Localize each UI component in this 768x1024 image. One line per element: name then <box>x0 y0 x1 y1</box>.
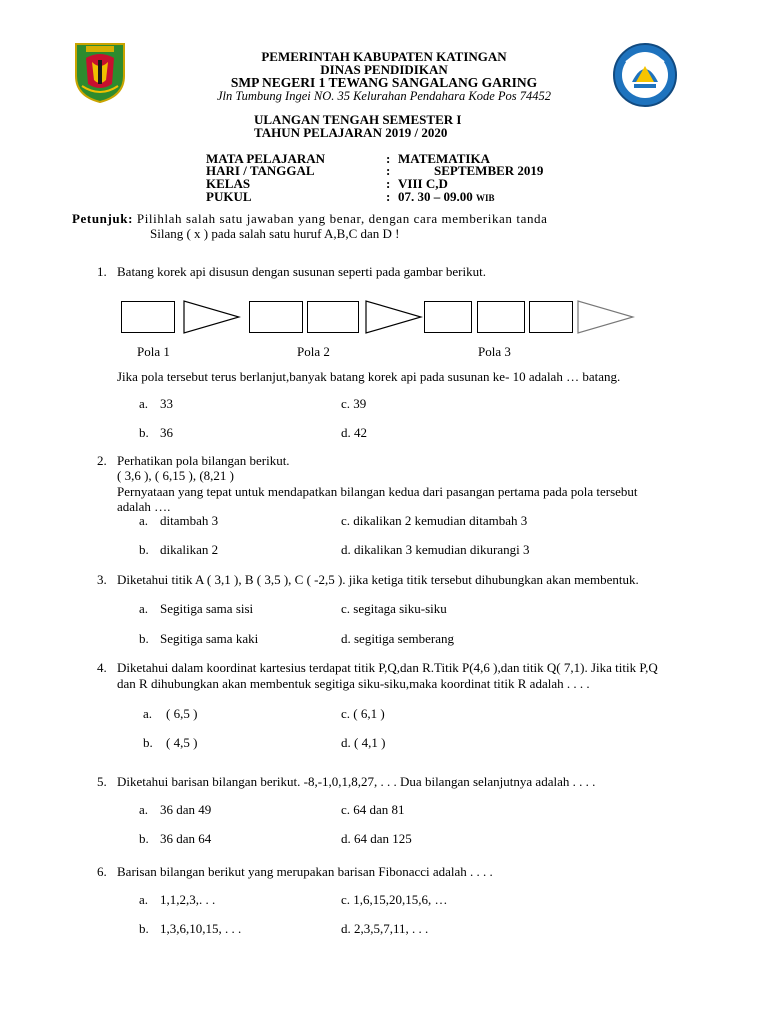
option-d[interactable]: d. ( 4,1 ) <box>341 735 386 750</box>
info-label-time: PUKUL <box>206 189 252 204</box>
option-a[interactable]: 1,1,2,3,. . . <box>160 892 216 907</box>
option-d[interactable]: d. 42 <box>341 425 367 440</box>
pattern-square <box>529 301 573 333</box>
question-number: 3. <box>97 572 107 587</box>
option-b[interactable]: dikalikan 2 <box>160 542 219 557</box>
time-zone: WIB <box>476 193 495 203</box>
option-c[interactable]: c. 39 <box>341 396 367 411</box>
figure-label-pola-2: Pola 2 <box>297 344 330 359</box>
option-b-letter: b. <box>139 542 149 557</box>
info-label-subject: MATA PELAJARAN <box>206 151 326 166</box>
header-address: Jln Tumbung Ingei NO. 35 Kelurahan Pendahara Kode Pos 74452 <box>216 89 551 103</box>
info-sep: : <box>386 163 391 178</box>
option-a-letter: a. <box>139 892 149 907</box>
option-c[interactable]: c. ( 6,1 ) <box>341 706 385 721</box>
pattern-square <box>121 301 175 333</box>
header-government: PEMERINTAH KABUPATEN KATINGAN <box>261 49 507 64</box>
option-b[interactable]: 36 dan 64 <box>160 831 212 846</box>
question-text: Diketahui titik A ( 3,1 ), B ( 3,5 ), C ( -2,5 ). jika ketiga titik tersebut dihubungkan akan membentuk. <box>117 572 639 587</box>
pattern-triangle <box>183 300 241 334</box>
option-a-letter: a. <box>139 396 149 411</box>
option-c[interactable]: c. dikalikan 2 kemudian ditambah 3 <box>341 513 528 528</box>
question-text: Diketahui barisan bilangan berikut. -8,-1,0,1,8,27, . . . Dua bilangan selanjutnya adalah . . . . <box>117 774 596 789</box>
exam-title: ULANGAN TENGAH SEMESTER I <box>254 112 462 127</box>
question-text: Batang korek api disusun dengan susunan seperti pada gambar berikut. <box>117 264 486 279</box>
info-sep: : <box>386 189 391 204</box>
option-d[interactable]: d. 64 dan 125 <box>341 831 412 846</box>
question-number: 4. <box>97 660 107 675</box>
question-text: Barisan bilangan berikut yang merupakan barisan Fibonacci adalah . . . . <box>117 864 493 879</box>
option-c[interactable]: c. segitaga siku-siku <box>341 601 447 616</box>
option-a-letter: a. <box>139 513 149 528</box>
info-label-class: KELAS <box>206 176 251 191</box>
option-b[interactable]: ( 4,5 ) <box>166 735 198 750</box>
option-b[interactable]: Segitiga sama kaki <box>160 631 259 646</box>
instructions-label: Petunjuk: <box>72 211 134 226</box>
question-number: 2. <box>97 453 107 468</box>
option-c[interactable]: c. 64 dan 81 <box>341 802 405 817</box>
info-sep: : <box>386 176 391 191</box>
pattern-triangle <box>577 300 635 334</box>
option-b-letter: b. <box>139 921 149 936</box>
pattern-triangle <box>365 300 423 334</box>
question-number: 1. <box>97 264 107 279</box>
instructions <box>72 211 548 227</box>
question-followup: Jika pola tersebut terus berlanjut,banyak batang korek api pada susunan ke- 10 adalah … batang. <box>117 369 621 384</box>
figure-label-pola-1: Pola 1 <box>137 344 170 359</box>
header-school: SMP NEGERI 1 TEWANG SANGALANG GARING <box>230 75 538 90</box>
figure-label-pola-3: Pola 3 <box>478 344 511 359</box>
info-label-date: HARI / TANGGAL <box>206 163 315 178</box>
option-a-letter: a. <box>139 802 149 817</box>
option-a[interactable]: ( 6,5 ) <box>166 706 198 721</box>
question-text: dan R dihubungkan akan membentuk segitiga siku-siku,maka koordinat titik R adalah . . . . <box>117 676 590 691</box>
question-text: Diketahui dalam koordinat kartesius terdapat titik P,Q,dan R.Titik P(4,6 ),dan titik Q( 7,1). Jika titik P,Q <box>117 660 658 675</box>
option-b[interactable]: 36 <box>160 425 173 440</box>
question-text: adalah …. <box>117 499 171 514</box>
question-number: 6. <box>97 864 107 879</box>
question-text: ( 3,6 ), ( 6,15 ), (8,21 ) <box>117 468 234 483</box>
question-text: Perhatikan pola bilangan berikut. <box>117 453 290 468</box>
option-a[interactable]: 36 dan 49 <box>160 802 212 817</box>
question-number: 5. <box>97 774 107 789</box>
info-value-subject: MATEMATIKA <box>398 151 490 166</box>
option-b-letter: b. <box>139 425 149 440</box>
info-value-class: VIII C,D <box>398 176 448 191</box>
info-sep: : <box>386 151 391 166</box>
option-b-letter: b. <box>139 831 149 846</box>
option-d[interactable]: d. dikalikan 3 kemudian dikurangi 3 <box>341 542 530 557</box>
option-a[interactable]: 33 <box>160 396 173 411</box>
option-b-letter: b. <box>139 631 149 646</box>
option-a-letter: a. <box>143 706 153 721</box>
option-b[interactable]: 1,3,6,10,15, . . . <box>160 921 242 936</box>
pattern-square <box>477 301 525 333</box>
instructions-line2: Silang ( x ) pada salah satu huruf A,B,C dan D ! <box>150 226 400 241</box>
option-a[interactable]: ditambah 3 <box>160 513 219 528</box>
option-c[interactable]: c. 1,6,15,20,15,6, … <box>341 892 448 907</box>
info-value-time <box>398 189 495 205</box>
exam-year: TAHUN PELAJARAN 2019 / 2020 <box>254 125 448 140</box>
question-text: Pernyataan yang tepat untuk mendapatkan bilangan kedua dari pasangan pertama pada pola tersebut <box>117 484 638 499</box>
option-a-letter: a. <box>139 601 149 616</box>
header-department: DINAS PENDIDIKAN <box>320 62 448 77</box>
time-range: 07. 30 – 09.00 <box>398 189 473 204</box>
info-value-date: SEPTEMBER 2019 <box>434 163 544 178</box>
instructions-text: Pilihlah salah satu jawaban yang benar, dengan cara memberikan tanda <box>133 211 548 226</box>
option-a[interactable]: Segitiga sama sisi <box>160 601 254 616</box>
option-b-letter: b. <box>143 735 153 750</box>
pattern-square <box>424 301 472 333</box>
pattern-square <box>249 301 303 333</box>
pattern-square <box>307 301 359 333</box>
option-d[interactable]: d. segitiga semberang <box>341 631 454 646</box>
option-d[interactable]: d. 2,3,5,7,11, . . . <box>341 921 429 936</box>
